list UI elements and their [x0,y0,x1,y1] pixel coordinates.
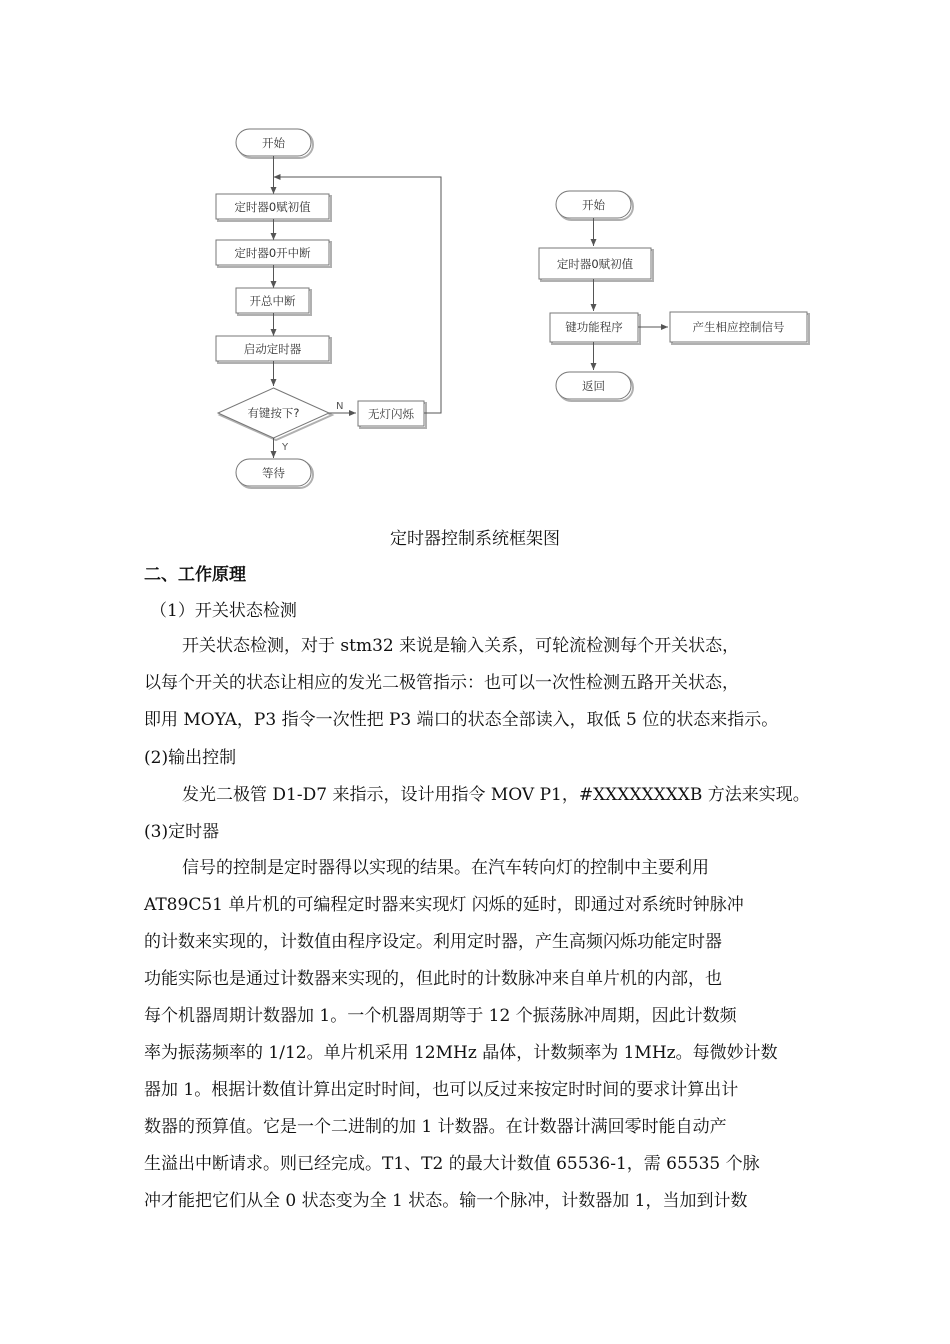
paragraph-line: 率为振荡频率的 1/12。单片机采用 12MHz 晶体，计数频率为 1MHz。每微妙计数 [144,1043,778,1063]
left-decision-label: 有键按下? [247,406,300,420]
left-step2-label: 定时器0开中断 [234,246,311,260]
timer-control-flowchart [0,0,950,520]
right-side-node [670,312,809,344]
paragraph-line: 生溢出中断请求。则已经完成。T1、T2 的最大计数值 65536-1，需 65535 个脉 [144,1154,760,1174]
right-start-node [556,191,633,220]
section-heading: 二、工作原理 [144,565,246,585]
paragraph-line: 的计数来实现的，计数值由程序设定。利用定时器，产生高频闪烁功能定时器 [144,932,722,952]
left-step1-node [216,194,331,221]
right-step1-node [539,248,653,281]
left-yes-label: Y [282,442,289,453]
left-end-node [236,459,313,488]
figure-caption: 定时器控制系统框架图 [390,529,560,549]
paragraph-line: AT89C51 单片机的可编程定时器来实现灯 闪烁的延时，即通过对系统时钟脉冲 [144,895,744,915]
paragraph-line: 开关状态检测，对于 stm32 来说是输入关系，可轮流检测每个开关状态， [182,636,740,656]
left-start-node [236,129,313,158]
left-step1-label: 定时器0赋初值 [234,200,311,214]
right-start-label: 开始 [582,198,605,212]
left-flowchart [216,129,441,488]
paragraph-line: 数器的预算值。它是一个二进制的加 1 计数器。在计数器计满回零时能自动产 [144,1117,727,1137]
subsection-2-title: (2)输出控制 [144,748,237,768]
right-step1-label: 定时器0赋初值 [556,257,634,271]
subsection-1-title: （1）开关状态检测 [150,601,297,621]
left-decision-node [218,388,332,440]
right-step2-node [550,313,640,344]
left-step2-node [216,240,331,267]
right-side-label: 产生相应控制信号 [692,320,785,334]
paragraph-line: 以每个开关的状态让相应的发光二极管指示：也可以一次性检测五路开关状态， [144,673,739,693]
left-step4-label: 启动定时器 [243,342,302,356]
left-start-label: 开始 [262,136,285,150]
right-end-label: 返回 [582,379,605,393]
paragraph-line: 即用 MOYA，P3 指令一次性把 P3 端口的状态全部读入，取低 5 位的状态来指示。 [144,710,779,730]
left-step3-label: 开总中断 [249,294,296,308]
right-step2-label: 键功能程序 [565,320,623,334]
left-no-label: N [336,401,344,412]
paragraph-line: 功能实际也是通过计数器来实现的，但此时的计数脉冲来自单片机的内部，也 [144,969,722,989]
left-step3-node [236,288,311,315]
subsection-3-title: (3)定时器 [144,822,220,842]
paragraph-line: 每个机器周期计数器加 1。一个机器周期等于 12 个振荡脉冲周期，因此计数频 [144,1006,737,1026]
paragraph-line: 冲才能把它们从全 0 状态变为全 1 状态。输一个脉冲，计数器加 1，当加到计数 [144,1191,748,1211]
left-no-branch-node [358,401,426,428]
paragraph-line: 信号的控制是定时器得以实现的结果。在汽车转向灯的控制中主要利用 [182,858,709,878]
left-no-branch-label: 无灯闪烁 [368,407,414,421]
left-end-label: 等待 [262,466,285,480]
right-flowchart [539,191,809,401]
right-end-node [556,372,633,401]
left-step4-node [216,336,331,363]
paragraph-line: 器加 1。根据计数值计算出定时时间，也可以反过来按定时时间的要求计算出计 [144,1080,739,1100]
paragraph-line: 发光二极管 D1-D7 来指示，设计用指令 MOV P1，#XXXXXXXXB 方法来实现。 [182,785,810,805]
